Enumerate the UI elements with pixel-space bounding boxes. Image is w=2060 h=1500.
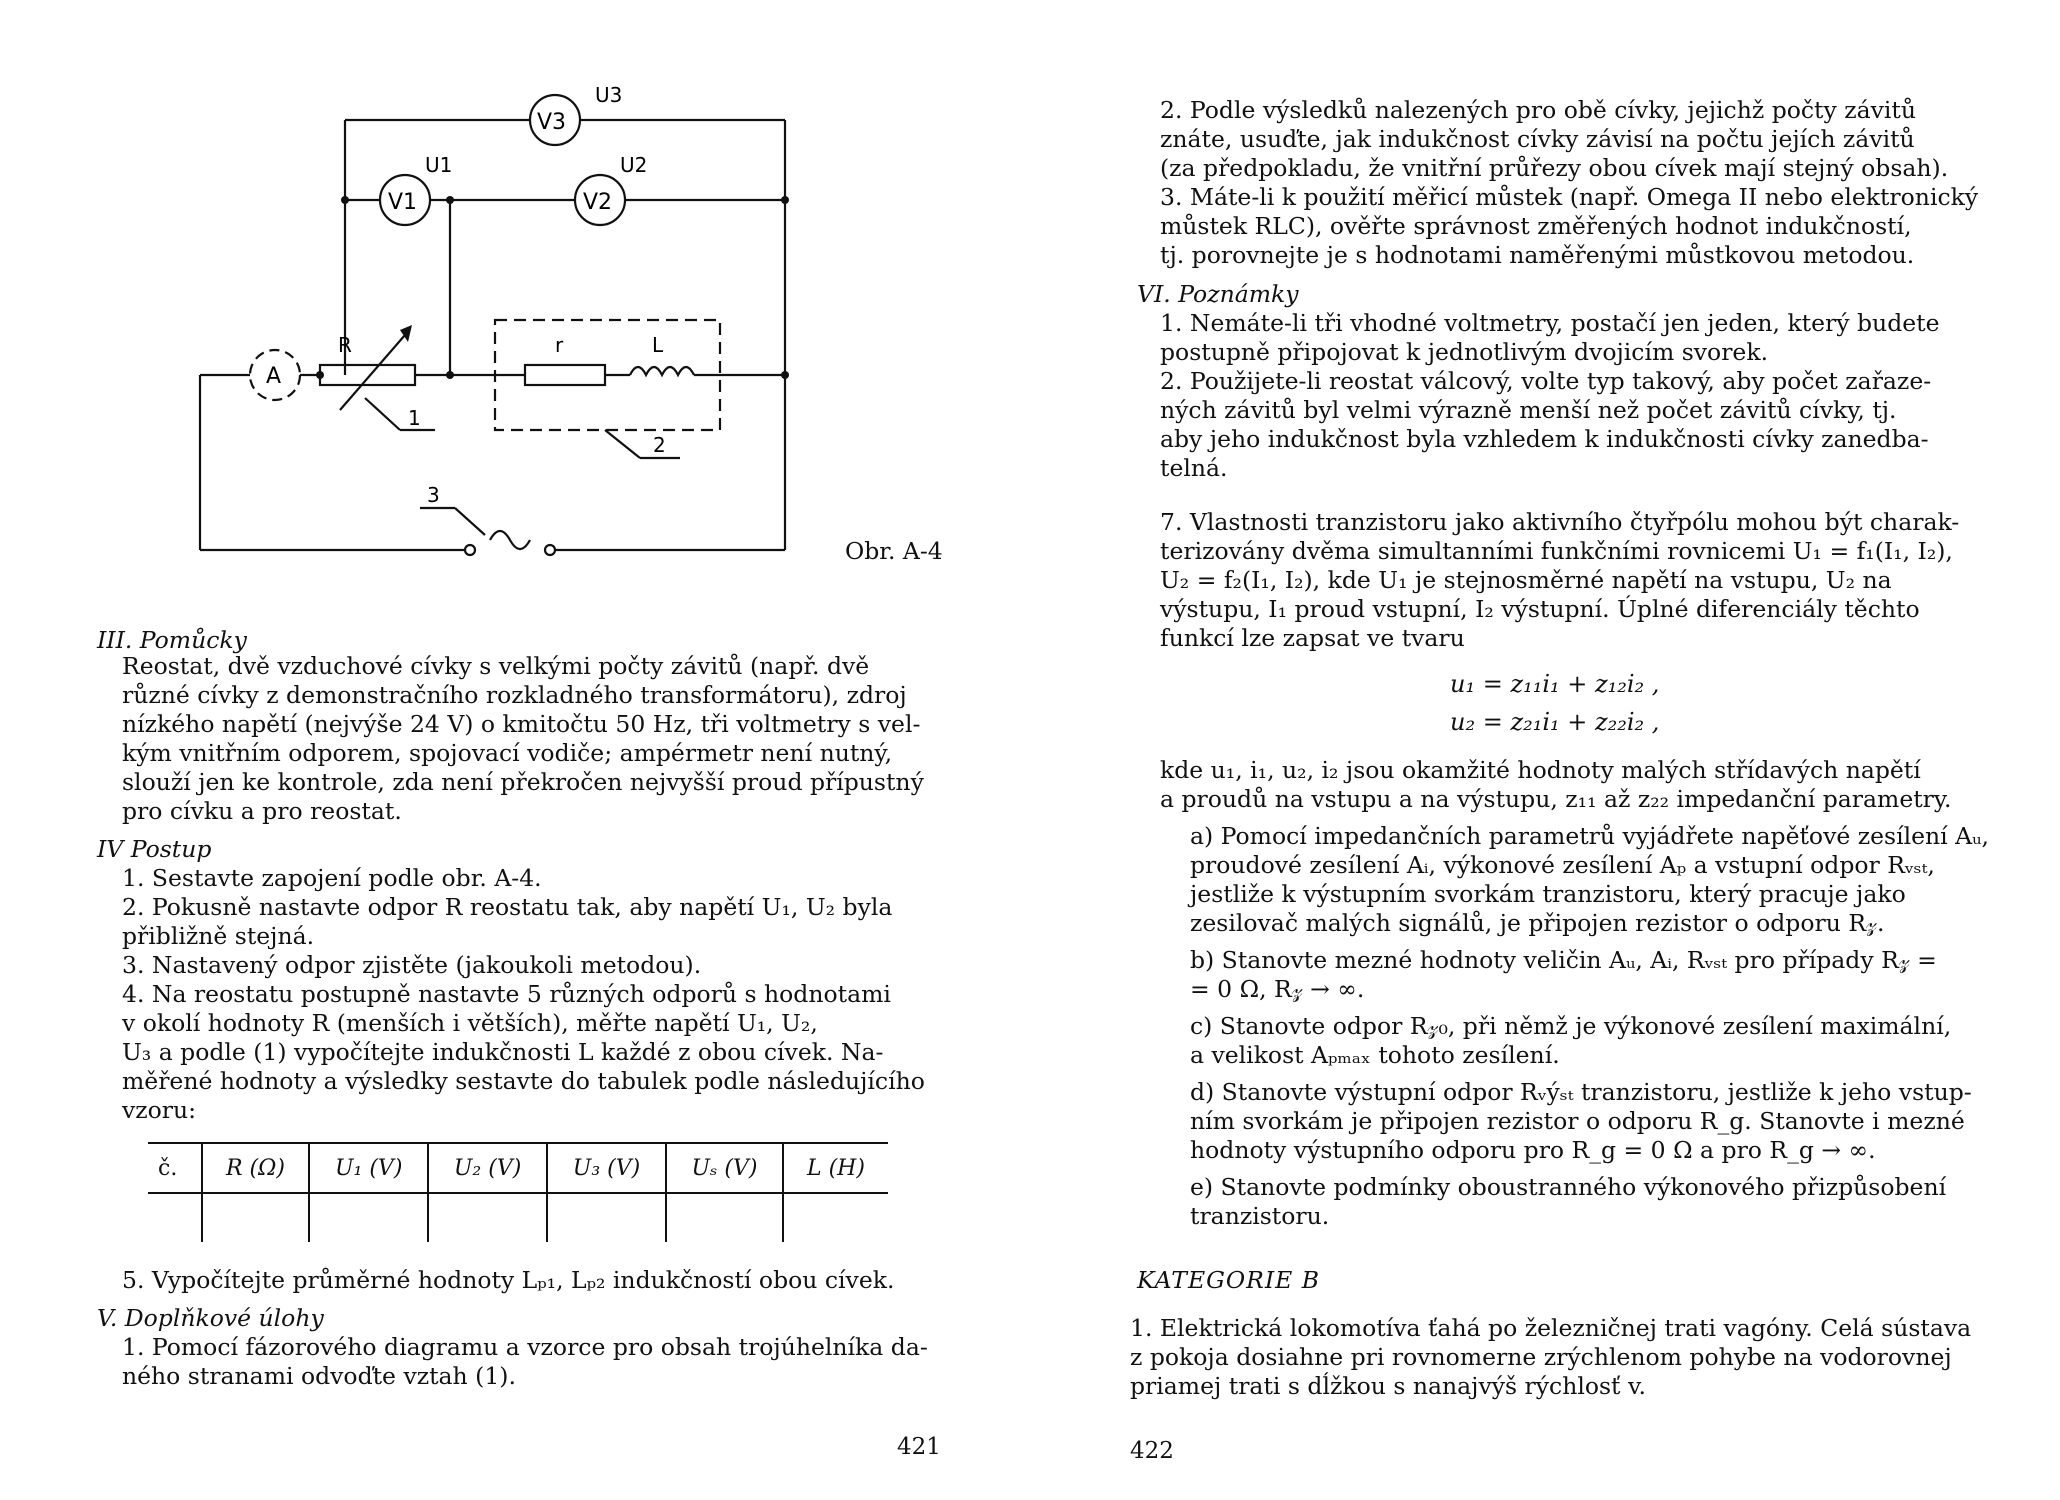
subtask-e: tranzistoru. bbox=[1190, 1202, 1330, 1230]
section5-line: 1. Pomocí fázorového diagramu a vzorce pro obsah trojúhelníka da- bbox=[122, 1333, 928, 1361]
top-line: 2. Podle výsledků nalezených pro obě cívky, jejichž počty závitů bbox=[1160, 96, 1916, 124]
section3-heading: III. Pomůcky bbox=[97, 626, 247, 654]
section6-line: postupně připojovat k jednotlivým dvojicím svorek. bbox=[1160, 338, 1769, 366]
top-line: tj. porovnejte je s hodnotami naměřenými můstkovou metodou. bbox=[1160, 241, 1915, 269]
section4-heading: IV Postup bbox=[97, 835, 212, 863]
subtask-a: a) Pomocí impedančních parametrů vyjádřete napěťové zesílení Aᵤ, bbox=[1190, 822, 1989, 850]
category-line: priamej trati s dĺžkou s nanajvýš rýchlosť v. bbox=[1130, 1372, 1646, 1400]
section6-line: aby jeho indukčnost byla vzhledem k indukčnosti cívky zanedba- bbox=[1160, 425, 1929, 453]
equation-2: u₂ = z₂₁i₁ + z₂₂i₂ , bbox=[1450, 708, 1660, 736]
subtask-a: jestliže k výstupním svorkám tranzistoru, který pracuje jako bbox=[1190, 880, 1906, 908]
section5-heading: V. Doplňkové úlohy bbox=[97, 1304, 324, 1332]
page-number: 422 bbox=[1130, 1438, 1174, 1464]
section4-line: U₃ a podle (1) vypočítejte indukčnosti L každé z obou cívek. Na- bbox=[122, 1038, 884, 1066]
label-a: A bbox=[266, 364, 282, 389]
section6-line: ných závitů byl velmi výrazně menší než počet závitů cívky, tj. bbox=[1160, 396, 1897, 424]
label-u1: U1 bbox=[425, 153, 453, 177]
label-v3: V3 bbox=[537, 110, 567, 135]
subtask-b: b) Stanovte mezné hodnoty veličin Aᵤ, Aᵢ, Rᵥₛₜ pro případy R𝓏 = bbox=[1190, 946, 1937, 974]
top-line: (za předpokladu, že vnitřní průřezy obou cívek mají stejný obsah). bbox=[1160, 154, 1949, 182]
table-header: U₂ (V) bbox=[428, 1143, 547, 1193]
section4-line: v okolí hodnoty R (menších i větších), měřte napětí U₁, U₂, bbox=[122, 1009, 818, 1037]
section3-line: pro cívku a pro reostat. bbox=[122, 797, 402, 825]
category-line: z pokoja dosiahne pri rovnomerne zrýchlenom pohybe na vodorovnej bbox=[1130, 1343, 1952, 1371]
section4-line: 3. Nastavený odpor zjistěte (jakoukoli metodou). bbox=[122, 951, 702, 979]
label-l: L bbox=[652, 333, 664, 357]
coil-resistance bbox=[525, 365, 605, 385]
subtask-b: = 0 Ω, R𝓏 → ∞. bbox=[1190, 975, 1365, 1003]
table-header: R (Ω) bbox=[202, 1143, 310, 1193]
section6-line: 1. Nemáte-li tři vhodné voltmetry, postačí jen jeden, který budete bbox=[1160, 309, 1940, 337]
section5-line: ného stranami odvoďte vztah (1). bbox=[122, 1362, 516, 1390]
rheostat bbox=[320, 365, 415, 385]
subtask-c: a velikost Aₚₘₐₓ tohoto zesílení. bbox=[1190, 1041, 1560, 1069]
top-line: 3. Máte-li k použití měřicí můstek (např. Omega II nebo elektronický bbox=[1160, 183, 1979, 211]
label-v2: V2 bbox=[583, 190, 613, 215]
label-1: 1 bbox=[408, 406, 421, 430]
table-row bbox=[148, 1193, 888, 1242]
section4-line: 4. Na reostatu postupně nastavte 5 různých odporů s hodnotami bbox=[122, 980, 891, 1008]
table-header: U₃ (V) bbox=[547, 1143, 666, 1193]
section6-line: 2. Použijete-li reostat válcový, volte typ takový, aby počet zařaze- bbox=[1160, 367, 1932, 395]
table-header: Uₛ (V) bbox=[666, 1143, 783, 1193]
problem7-line: terizovány dvěma simultanními funkčními rovnicemi U₁ = f₁(I₁, I₂), bbox=[1160, 537, 1953, 565]
equation-1: u₁ = z₁₁i₁ + z₁₂i₂ , bbox=[1450, 670, 1660, 698]
ac-source-symbol bbox=[490, 531, 530, 549]
section4-line: vzoru: bbox=[122, 1096, 197, 1124]
table-header: U₁ (V) bbox=[309, 1143, 428, 1193]
label-r-big: R bbox=[338, 333, 352, 357]
circuit-diagram bbox=[190, 80, 1010, 660]
category-heading: KATEGORIE B bbox=[1137, 1266, 1321, 1294]
section3-line: různé cívky z demonstračního rozkladného transformátoru), zdroj bbox=[122, 681, 907, 709]
label-v1: V1 bbox=[388, 190, 418, 215]
label-3: 3 bbox=[427, 483, 440, 507]
problem7-after: a proudů na vstupu a na výstupu, z₁₁ až z₂₂ impedanční parametry. bbox=[1160, 785, 1952, 813]
subtask-a: proudové zesílení Aᵢ, výkonové zesílení Aₚ a vstupní odpor Rᵥₛₜ, bbox=[1190, 851, 1935, 879]
category-line: 1. Elektrická lokomotíva ťahá po železničnej trati vagóny. Celá sústava bbox=[1130, 1314, 1972, 1342]
page-number: 421 bbox=[897, 1434, 941, 1460]
section4-line: 2. Pokusně nastavte odpor R reostatu tak, aby napětí U₁, U₂ byla bbox=[122, 893, 893, 921]
figure-caption: Obr. A-4 bbox=[845, 537, 943, 565]
subtask-e: e) Stanovte podmínky oboustranného výkonového přizpůsobení bbox=[1190, 1173, 1947, 1201]
subtask-d: hodnoty výstupního odporu pro R_g = 0 Ω a pro R_g → ∞. bbox=[1190, 1136, 1876, 1164]
label-u2: U2 bbox=[620, 153, 648, 177]
label-u3: U3 bbox=[595, 83, 623, 107]
right-page bbox=[1030, 0, 2060, 1500]
section4-line: 1. Sestavte zapojení podle obr. A-4. bbox=[122, 864, 542, 892]
section4-line: měřené hodnoty a výsledky sestavte do tabulek podle následujícího bbox=[122, 1067, 925, 1095]
problem7-after: kde u₁, i₁, u₂, i₂ jsou okamžité hodnoty malých střídavých napětí bbox=[1160, 756, 1921, 784]
subtask-a: zesilovač malých signálů, je připojen rezistor o odporu R𝓏. bbox=[1190, 909, 1885, 937]
measurement-table bbox=[148, 1142, 888, 1242]
label-r-small: r bbox=[555, 333, 564, 357]
problem7-line: funkcí lze zapsat ve tvaru bbox=[1160, 624, 1465, 652]
section6-line: telná. bbox=[1160, 454, 1228, 482]
item5: 5. Vypočítejte průměrné hodnoty Lₚ₁, Lₚ₂ indukčností obou cívek. bbox=[122, 1266, 895, 1294]
top-line: můstek RLC), ověřte správnost změřených hodnot indukčností, bbox=[1160, 212, 1912, 240]
subtask-c: c) Stanovte odpor R𝓏₀, při němž je výkonové zesílení maximální, bbox=[1190, 1012, 1952, 1040]
section3-line: slouží jen ke kontrole, zda není překročen nejvyšší proud přípustný bbox=[122, 768, 924, 796]
inductor-coil bbox=[630, 367, 694, 375]
section3-line: kým vnitřním odporem, spojovací vodiče; ampérmetr není nutný, bbox=[122, 739, 893, 767]
subtask-d: ním svorkám je připojen rezistor o odporu R_g. Stanovte i mezné bbox=[1190, 1107, 1965, 1135]
section4-line: přibližně stejná. bbox=[122, 922, 315, 950]
label-2: 2 bbox=[653, 433, 666, 457]
problem7-line: U₂ = f₂(I₁, I₂), kde U₁ je stejnosměrné napětí na vstupu, U₂ na bbox=[1160, 566, 1892, 594]
top-line: znáte, usuďte, jak indukčnost cívky závisí na počtu jejích závitů bbox=[1160, 125, 1915, 153]
problem7-line: výstupu, I₁ proud vstupní, I₂ výstupní. Úplné diferenciály těchto bbox=[1160, 595, 1920, 623]
subtask-d: d) Stanovte výstupní odpor Rᵥýₛₜ tranzistoru, jestliže k jeho vstup- bbox=[1190, 1078, 1972, 1106]
table-header: L (H) bbox=[783, 1143, 888, 1193]
section3-line: Reostat, dvě vzduchové cívky s velkými počty závitů (např. dvě bbox=[122, 652, 870, 680]
table-header: č. bbox=[148, 1143, 202, 1193]
section3-line: nízkého napětí (nejvýše 24 V) o kmitočtu 50 Hz, tři voltmetry s vel- bbox=[122, 710, 921, 738]
problem7-line: 7. Vlastnosti tranzistoru jako aktivního čtyřpólu mohou být charak- bbox=[1160, 508, 1960, 536]
section6-heading: VI. Poznámky bbox=[1137, 280, 1299, 308]
